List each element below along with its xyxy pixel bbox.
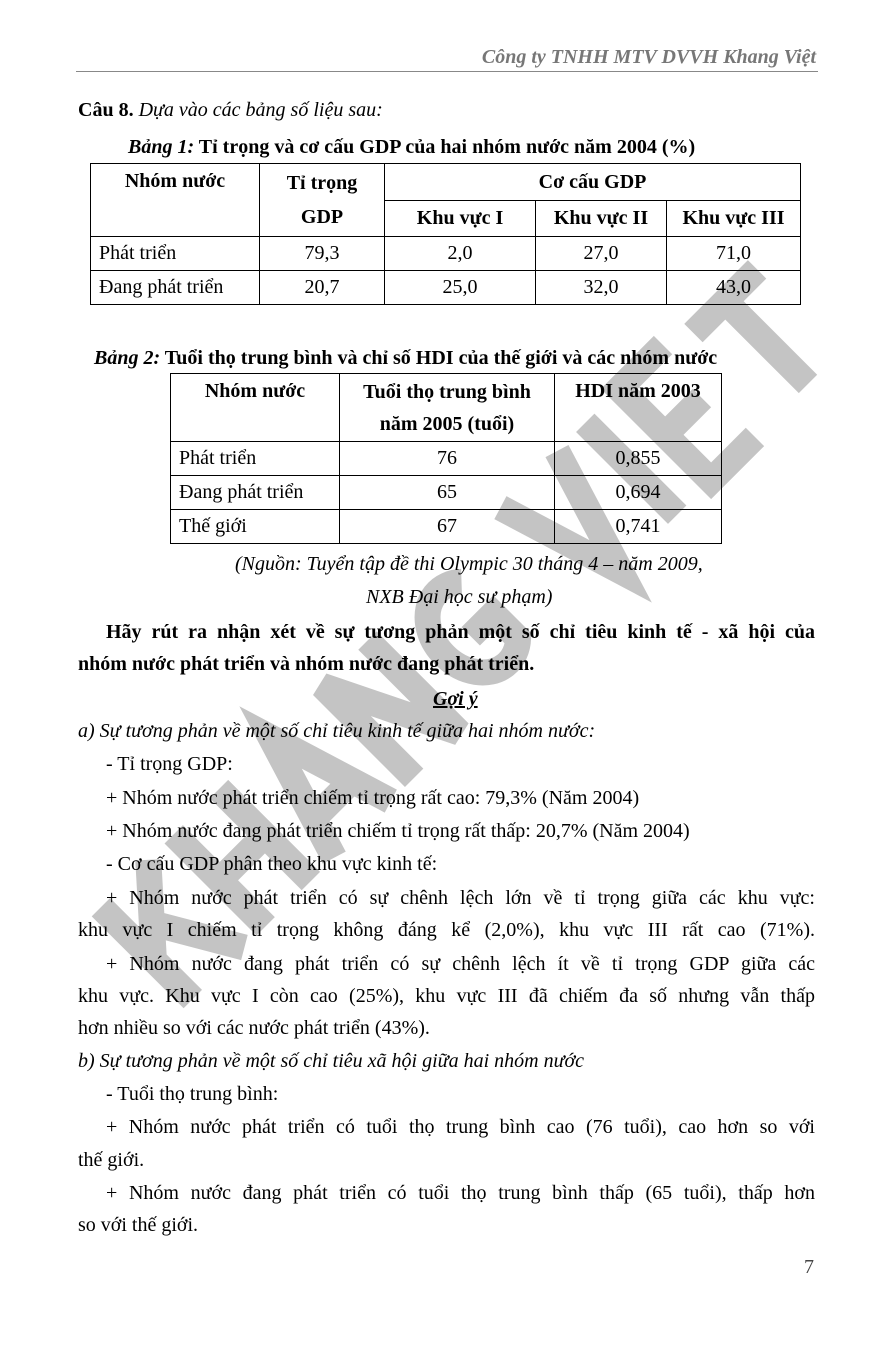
page-number: 7	[804, 1256, 814, 1278]
cell: 76	[340, 442, 555, 476]
text-line: - Cơ cấu GDP phân theo khu vực kinh tế:	[106, 853, 438, 875]
cell: 43,0	[667, 271, 801, 305]
caption-label: Bảng 1:	[128, 136, 195, 158]
table2	[170, 373, 722, 544]
table-row	[171, 442, 722, 476]
cell: 67	[340, 510, 555, 544]
th-group: Nhóm nước	[91, 164, 260, 237]
table-row	[171, 476, 722, 510]
text-line: + Nhóm nước phát triển có tuổi thọ trung bình cao (76 tuổi), cao hơn so với	[106, 1116, 815, 1138]
th-share-l1: Tỉ trọng	[286, 172, 358, 194]
cell: 0,694	[555, 476, 722, 510]
table1-caption	[128, 135, 695, 159]
cell: 32,0	[536, 271, 667, 305]
table1	[90, 163, 801, 305]
th-hdi: HDI năm 2003	[555, 374, 722, 442]
th-k1: Khu vực I	[385, 201, 536, 237]
th-life-l2: năm 2005 (tuổi)	[379, 412, 515, 435]
prompt-line-2: nhóm nước phát triển và nhóm nước đang phát triển.	[78, 653, 535, 675]
th-k2: Khu vực II	[536, 201, 667, 237]
th-share-l2: GDP	[300, 206, 344, 228]
th-life-l1: Tuổi thọ trung bình	[363, 380, 531, 403]
cell: 27,0	[536, 237, 667, 271]
cell: Phát triển	[91, 237, 260, 271]
question-heading	[78, 98, 815, 122]
running-header: Công ty TNHH MTV DVVH Khang Việt	[481, 46, 816, 68]
cell: 20,7	[260, 271, 385, 305]
text-line: - Tỉ trọng GDP:	[106, 753, 233, 775]
text-line: khu vực. Khu vực I còn cao (25%), khu vực III đã chiếm đa số nhưng vẫn thấp	[78, 985, 815, 1007]
cell: 65	[340, 476, 555, 510]
hint-heading: Gợi ý	[433, 688, 478, 710]
text-line: - Tuổi thọ trung bình:	[106, 1083, 279, 1105]
text-line: hơn nhiều so với các nước phát triển (43%).	[78, 1017, 430, 1039]
caption-text: Tỉ trọng và cơ cấu GDP của hai nhóm nước năm 2004 (%)	[194, 136, 696, 158]
cell: Đang phát triển	[171, 476, 340, 510]
text-line: + Nhóm nước phát triển chiếm tỉ trọng rất cao: 79,3% (Năm 2004)	[106, 787, 640, 809]
text-line: + Nhóm nước đang phát triển chiếm tỉ trọng rất thấp: 20,7% (Năm 2004)	[106, 820, 690, 842]
text-line: + Nhóm nước phát triển có sự chênh lệch lớn về tỉ trọng giữa các khu vực:	[106, 887, 815, 909]
text-line: khu vực I chiếm tỉ trọng không đáng kể (2,0%), khu vực III rất cao (71%).	[78, 919, 815, 941]
text-line: so với thế giới.	[78, 1214, 199, 1236]
text-line: + Nhóm nước đang phát triển có sự chênh lệch ít về tỉ trọng GDP giữa các	[106, 953, 815, 975]
cell: 79,3	[260, 237, 385, 271]
th-struct: Cơ cấu GDP	[385, 164, 801, 201]
cell: Thế giới	[171, 510, 340, 544]
cell: 0,855	[555, 442, 722, 476]
header-rule	[76, 71, 818, 72]
cell: 71,0	[667, 237, 801, 271]
question-text: Dựa vào các bảng số liệu sau:	[133, 99, 383, 121]
table-row	[171, 510, 722, 544]
cell: Đang phát triển	[91, 271, 260, 305]
section-a-heading: a) Sự tương phản về một số chỉ tiêu kinh tế giữa hai nhóm nước:	[78, 720, 596, 742]
table2-caption	[94, 346, 717, 370]
cell: 0,741	[555, 510, 722, 544]
cell: Phát triển	[171, 442, 340, 476]
text-line: + Nhóm nước đang phát triển có tuổi thọ trung bình thấp (65 tuổi), thấp hơn	[106, 1182, 815, 1204]
source-line-1: (Nguồn: Tuyển tập đề thi Olympic 30 tháng 4 – năm 2009,	[235, 553, 703, 575]
caption-label: Bảng 2:	[94, 347, 161, 369]
question-number: Câu 8.	[78, 99, 134, 121]
caption-text: Tuổi thọ trung bình và chỉ số HDI của thế giới và các nhóm nước	[160, 347, 718, 369]
table-row	[91, 271, 801, 305]
table-row	[91, 237, 801, 271]
th-group: Nhóm nước	[171, 374, 340, 442]
text-line: thế giới.	[78, 1149, 145, 1171]
cell: 25,0	[385, 271, 536, 305]
cell: 2,0	[385, 237, 536, 271]
prompt-line-1: Hãy rút ra nhận xét về sự tương phản một số chỉ tiêu kinh tế - xã hội của	[106, 621, 815, 643]
source-line-2: NXB Đại học sư phạm)	[366, 586, 553, 608]
section-b-heading: b) Sự tương phản về một số chỉ tiêu xã hội giữa hai nhóm nước	[78, 1050, 585, 1072]
th-life	[340, 374, 555, 442]
th-share	[260, 164, 385, 237]
th-k3: Khu vực III	[667, 201, 801, 237]
